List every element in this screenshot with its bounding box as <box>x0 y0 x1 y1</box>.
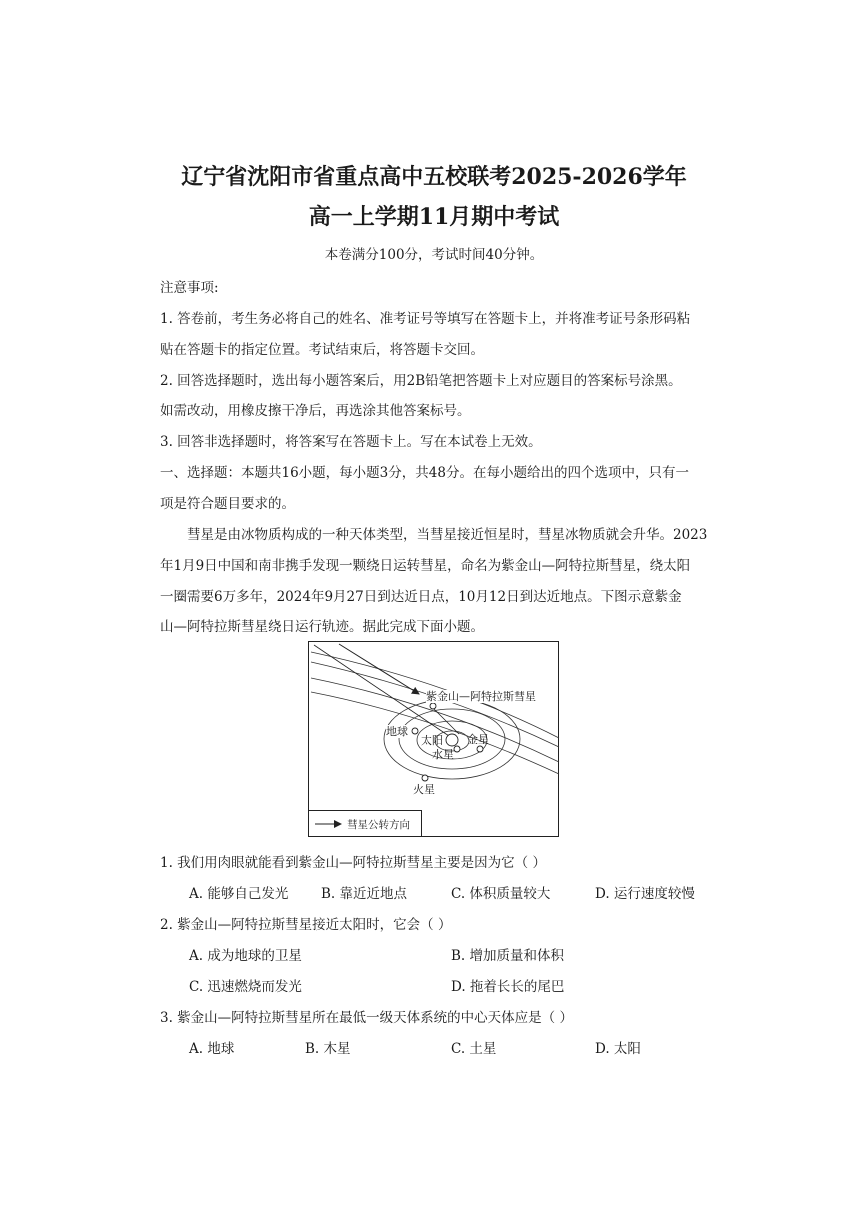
passage-line1: 彗星是由冰物质构成的一种天体类型，当彗星接近恒星时，彗星冰物质就会升华。2023 <box>187 527 708 543</box>
question-3-option-c: C. 土星 <box>451 1041 497 1057</box>
section-heading-line1: 一、选择题：本题共16小题，每小题3分，共48分。在每小题给出的四个选项中，只有一 <box>160 465 689 481</box>
exam-subtitle: 本卷满分100分，考试时间40分钟。 <box>324 247 544 263</box>
question-1-option-d: D. 运行速度较慢 <box>595 886 695 902</box>
label-sun: 太阳 <box>421 734 443 747</box>
notes-heading: 注意事项: <box>160 280 219 296</box>
legend-label: 彗星公转方向 <box>347 819 410 831</box>
mercury-marker <box>454 746 460 752</box>
label-earth: 地球 <box>386 725 408 738</box>
earth-marker <box>412 728 418 734</box>
label-mercury: 水星 <box>432 748 454 761</box>
comet-orbit-figure <box>308 641 559 837</box>
comet-marker <box>430 703 436 709</box>
exam-title-line2: 高一上学期11月期中考试 <box>308 204 560 230</box>
question-2-option-c: C. 迅速燃烧而发光 <box>189 979 302 995</box>
passage-line4: 山—阿特拉斯彗星绕日运行轨迹。据此完成下面小题。 <box>160 619 484 635</box>
question-1-stem: 1. 我们用肉眼就能看到紫金山—阿特拉斯彗星主要是因为它（ ） <box>160 855 546 871</box>
passage-line2: 年1月9日中国和南非携手发现一颗绕日运转彗星，命名为紫金山—阿特拉斯彗星，绕太阳 <box>160 558 691 574</box>
exam-title-line1: 辽宁省沈阳市省重点高中五校联考2025-2026学年 <box>181 164 687 190</box>
question-3-option-d: D. 太阳 <box>595 1041 641 1057</box>
question-3-option-a: A. 地球 <box>189 1041 235 1057</box>
question-2-option-d: D. 拖着长长的尾巴 <box>451 979 565 995</box>
section-heading-line2: 项是符合题目要求的。 <box>160 496 295 512</box>
note-item-1-line1: 1. 答卷前，考生务必将自己的姓名、准考证号等填写在答题卡上，并将准考证号条形码粘 <box>160 311 691 327</box>
sun-icon <box>446 734 458 746</box>
comet-direction-arrow <box>339 644 419 694</box>
label-comet: 紫金山—阿特拉斯彗星 <box>426 690 536 703</box>
question-3-option-b: B. 木星 <box>305 1041 351 1057</box>
label-mars: 火星 <box>413 783 435 796</box>
note-item-2-line2: 如需改动，用橡皮擦干净后，再选涂其他答案标号。 <box>160 403 471 419</box>
note-item-1-line2: 贴在答题卡的指定位置。考试结束后，将答题卡交回。 <box>160 342 484 358</box>
note-item-3: 3. 回答非选择题时，将答案写在答题卡上。写在本试卷上无效。 <box>160 434 542 450</box>
question-1-option-a: A. 能够自己发光 <box>189 886 289 902</box>
note-item-2-line1: 2. 回答选择题时，选出每小题答案后，用2B铅笔把答题卡上对应题目的答案标号涂黑。 <box>160 373 682 389</box>
passage-line3: 一圈需要6万多年，2024年9月27日到达近日点，10月12日到达近地点。下图示意紫金 <box>160 589 682 605</box>
question-2-option-a: A. 成为地球的卫星 <box>189 948 302 964</box>
legend-arrow-icon <box>313 811 347 837</box>
label-venus: 金星 <box>467 733 489 746</box>
question-2-stem: 2. 紫金山—阿特拉斯彗星接近太阳时，它会（ ） <box>160 917 452 933</box>
question-2-option-b: B. 增加质量和体积 <box>451 948 565 964</box>
mars-marker <box>422 775 428 781</box>
question-1-option-c: C. 体积质量较大 <box>451 886 551 902</box>
figure-legend <box>309 810 422 836</box>
question-1-option-b: B. 靠近近地点 <box>321 886 408 902</box>
venus-marker <box>477 746 483 752</box>
question-3-stem: 3. 紫金山—阿特拉斯彗星所在最低一级天体系统的中心天体应是（ ） <box>160 1010 573 1026</box>
